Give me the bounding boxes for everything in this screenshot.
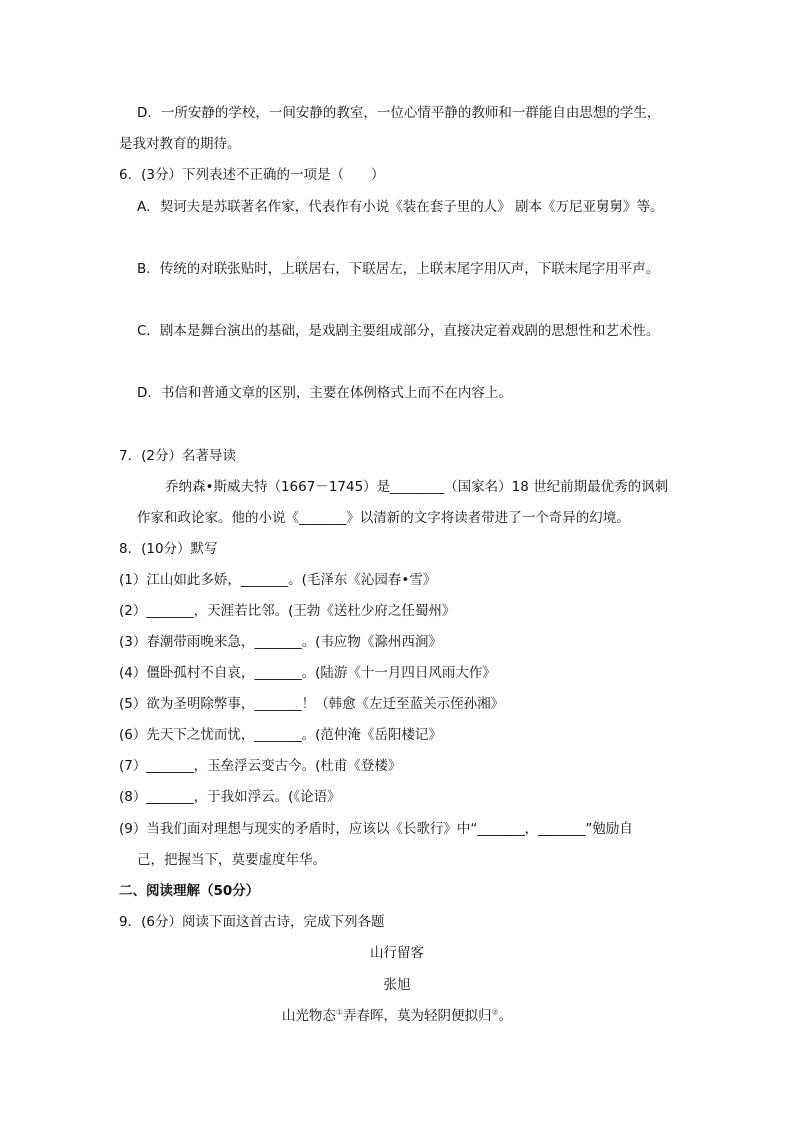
q8-item-9-continued: 己，把握当下，莫要虚度年华。 [137,852,326,868]
footnote-2-marker: ② [491,1007,499,1017]
q7-body-line1: 乔纳森•斯威夫特（1667－1745）是________（国家名）18 世纪前期最优秀的讽刺 [165,479,669,495]
poem-title: 山行留客 [370,945,424,961]
q8-item-6: (6）先天下之忧而忧，_______。(范仲淹《岳阳楼记》 [119,727,442,743]
q8-item-7: (7）_______，玉垒浮云变古今。(杜甫《登楼》 [119,758,402,774]
q5-option-d-line2: 是我对教育的期待。 [119,136,241,152]
q8-item-5: (5）欲为圣明除弊事，_______！（韩愈《左迁至蓝关示侄孙湘》 [119,696,505,712]
q8-item-9: (9）当我们面对理想与现实的矛盾时，应该以《长歌行》中“_______，_______”勉励自 [119,821,633,837]
q8-item-4: (4）僵卧孤村不自哀，_______。(陆游《十一月四日风雨大作》 [119,665,496,681]
poem-author: 张旭 [383,977,411,993]
q7-body-line2: 作家和政论家。他的小说《_______》以清新的文字将读者带进了一个奇异的幻境。 [137,510,630,526]
q8-item-3: (3）春潮带雨晚来急，_______。(韦应物《滁州西涧》 [119,634,442,650]
footnote-1-marker: ① [335,1007,343,1017]
q8-item-8: (8）_______，于我如浮云。(《论语》 [119,789,341,805]
q6-option-a: A．契诃夫是苏联著名作家，代表作有小说《装在套子里的人》 剧本《万尼亚舅舅》等。 [137,199,664,215]
section-2-heading: 二、阅读理解（50分） [119,883,260,899]
poem-line-end: 。 [498,1008,513,1024]
q5-option-d-line1: D．一所安静的学校，一间安静的教室，一位心情平静的教师和一群能自由思想的学生， [137,105,661,121]
q8-item-2: (2）_______，天涯若比邻。(王勃《送杜少府之任蜀州》 [119,603,456,619]
q6-stem: 6．(3分）下列表述不正确的一项是（ ） [119,167,385,183]
q6-option-b: B．传统的对联张贴时，上联居右，下联居左，上联末尾字用仄声，下联末尾字用平声。 [137,261,660,277]
poem-line-part-b: 弄春晖，莫为轻阴便拟归 [343,1008,492,1024]
q8-stem: 8．(10分）默写 [119,541,218,557]
q6-option-c: C．剧本是舞台演出的基础，是戏剧主要组成部分，直接决定着戏剧的思想性和艺术性。 [137,323,660,339]
q9-stem: 9．(6分）阅读下面这首古诗，完成下列各题 [119,914,385,930]
q6-option-d: D．书信和普通文章的区别，主要在体例格式上而不在内容上。 [137,385,512,401]
q7-stem: 7．(2分）名著导读 [119,448,236,464]
poem-line-part-a: 山光物态 [281,1008,336,1024]
q8-item-1: (1）江山如此多娇，_______。(毛泽东《沁园春•雪》 [119,572,437,588]
poem-first-line [0,1006,794,1026]
